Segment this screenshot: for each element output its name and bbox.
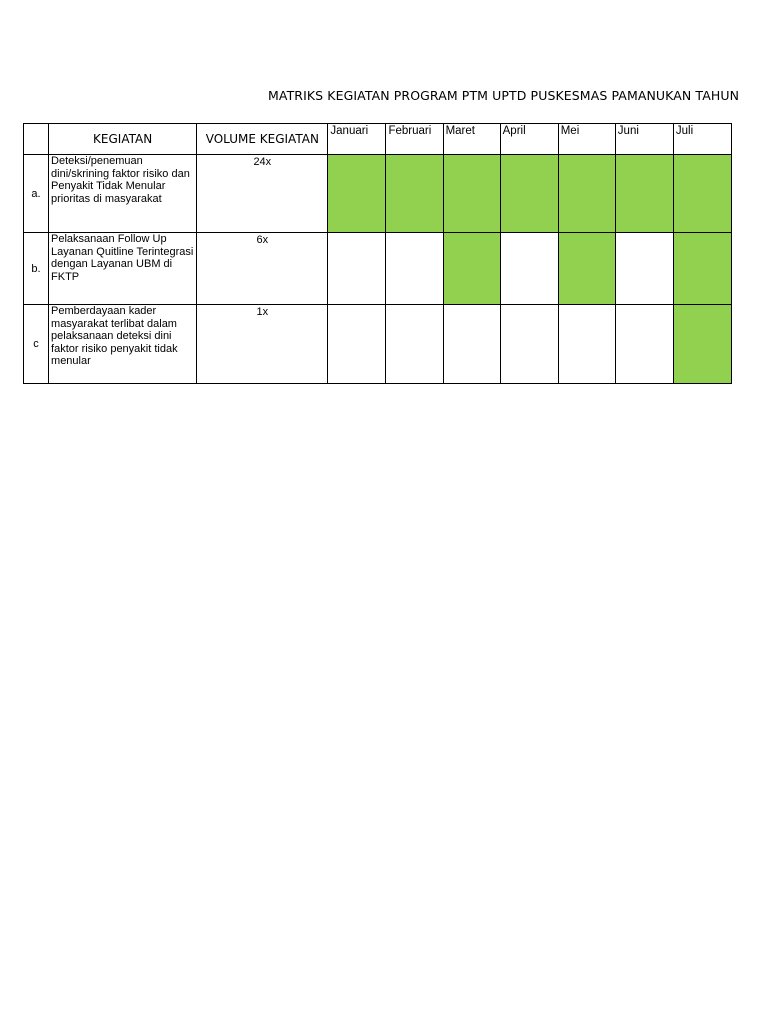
table-row xyxy=(24,155,732,233)
header-month-juli: Juli xyxy=(673,124,731,155)
header-month-april: April xyxy=(500,124,558,155)
schedule-cell xyxy=(558,155,615,233)
schedule-cell xyxy=(386,233,443,305)
schedule-cell xyxy=(386,305,443,384)
schedule-cell xyxy=(443,305,500,384)
row-index: c xyxy=(24,305,49,384)
table-row xyxy=(24,233,732,305)
schedule-cell xyxy=(328,155,386,233)
schedule-cell xyxy=(500,305,558,384)
schedule-cell xyxy=(673,155,731,233)
schedule-cell xyxy=(558,233,615,305)
header-month-mei: Mei xyxy=(558,124,615,155)
schedule-cell xyxy=(500,233,558,305)
table-row xyxy=(24,305,732,384)
schedule-cell xyxy=(558,305,615,384)
header-month-maret: Maret xyxy=(443,124,500,155)
schedule-cell xyxy=(328,305,386,384)
row-kegiatan: Deteksi/penemuan dini/skrining faktor risiko dan Penyakit Tidak Menular prioritas di masyarakat xyxy=(49,155,197,233)
schedule-cell xyxy=(443,155,500,233)
schedule-cell xyxy=(615,233,673,305)
activity-matrix-table xyxy=(23,123,732,384)
header-kegiatan: KEGIATAN xyxy=(49,124,197,155)
page-title: MATRIKS KEGIATAN PROGRAM PTM UPTD PUSKESMAS PAMANUKAN TAHUN xyxy=(268,88,740,103)
schedule-cell xyxy=(443,233,500,305)
row-index: b. xyxy=(24,233,49,305)
row-kegiatan: Pelaksanaan Follow Up Layanan Quitline Terintegrasi dengan Layanan UBM di FKTP xyxy=(49,233,197,305)
schedule-cell xyxy=(673,305,731,384)
row-volume: 6x xyxy=(197,233,328,305)
header-row xyxy=(24,124,732,155)
header-index-cell xyxy=(24,124,49,155)
header-month-februari: Februari xyxy=(386,124,443,155)
header-volume-kegiatan: VOLUME KEGIATAN xyxy=(197,124,328,155)
row-volume: 24x xyxy=(197,155,328,233)
row-kegiatan: Pemberdayaan kader masyarakat terlibat dalam pelaksanaan deteksi dini faktor risiko penyakit tidak menular xyxy=(49,305,197,384)
header-month-januari: Januari xyxy=(328,124,386,155)
schedule-cell xyxy=(615,155,673,233)
schedule-cell xyxy=(328,233,386,305)
schedule-cell xyxy=(615,305,673,384)
row-volume: 1x xyxy=(197,305,328,384)
row-index: a. xyxy=(24,155,49,233)
header-month-juni: Juni xyxy=(615,124,673,155)
schedule-cell xyxy=(500,155,558,233)
schedule-cell xyxy=(386,155,443,233)
schedule-cell xyxy=(673,233,731,305)
